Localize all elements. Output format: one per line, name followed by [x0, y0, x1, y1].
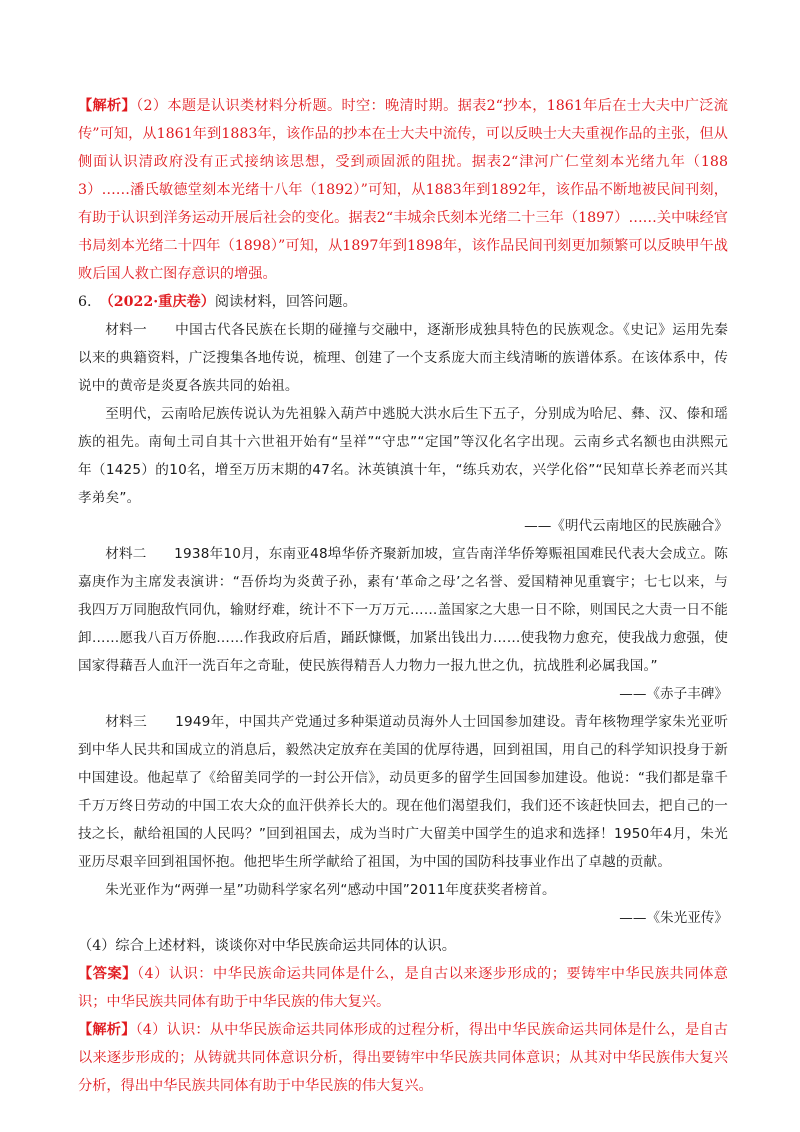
question-header [78, 288, 728, 316]
analysis-text: （4）认识：从中华民族命运共同体形成的过程分析，得出中华民族命运共同体是什么，是自古以来逐步形成的；从铸就共同体意识分析，得出要铸牢中华民族共同体意识；从其对中华民族伟大复兴分析，得出中华民族共同体有助于中华民族的伟大复兴。 [78, 1022, 728, 1094]
question-source: （2022·重庆卷） [99, 294, 215, 310]
material-two-source: ——《赤子丰碑》 [619, 686, 728, 702]
material-one-paragraph-2: 至明代，云南哈尼族传说认为先祖躲入葫芦中逃脱大洪水后生下五子，分别成为哈尼、彝、汉、傣和瑶族的祖先。南甸土司自其十六世祖开始有“呈祥”“守忠”“定国”等汉化名字出现。云南乡式名额也由洪熙元年（1425）的10名，增至万历末期的47名。沐英镇滇十年，“练兵劝农，兴学化俗”“民知草长养老而兴其孝弟矣”。 [78, 406, 728, 506]
answer-tag: 【答案】 [78, 966, 137, 982]
material-three-paragraph-2: 朱光亚作为“两弹一星”功勋科学家名列“感动中国”2011年度获奖者榜首。 [105, 882, 556, 898]
material-two-paragraph-1: 材料二 1938年10月，东南亚48埠华侨齐聚新加坡，宣告南洋华侨筹赈祖国难民代表大会成立。陈嘉庚作为主席发表演讲：“吾侨均为炎黄子孙，素有‘革命之母’之名誉、爱国精神见重寰宇；七七以来，与我四万万同胞敌忾同仇，输财纾难，统计不下一万万元……盖国家之大患一日不除，则国民之大责一日不能卸……愿我八百万侨胞……作我政府后盾，踊跃慷慨，加紧出钱出力……使我物力愈充，使我战力愈强，使国家得藉吾人血汗一洗百年之奇耻，使民族得精吾人力物力一报九世之仇，抗战胜利必属我国。” [78, 546, 728, 674]
material-one-paragraph-1: 材料一 中国古代各民族在长期的碰撞与交融中，逐渐形成独具特色的民族观念。《史记》运用先秦以来的典籍资料，广泛搜集各地传说，梳理、创建了一个支系庞大而主线清晰的族谱体系。在该体系中，传说中的黄帝是炎夏各族共同的始祖。 [78, 322, 728, 394]
question-number: 6. [78, 294, 92, 310]
answer-block [78, 960, 728, 1016]
material-three-paragraph-1: 材料三 1949年，中国共产党通过多种渠道动员海外人士回国参加建设。青年核物理学家朱光亚听到中华人民共和国成立的消息后，毅然决定放弃在美国的优厚待遇，回到祖国，用自己的科学知识投身于新中国建设。他起草了《给留美同学的一封公开信》，动员更多的留学生回国参加建设。他说：“我们都是靠千千万万终日劳动的中国工农大众的血汗供养长大的。现在他们渴望我们，我们还不该赶快回去，把自己的一技之长，献给祖国的人民吗？”回到祖国去，成为当时广大留美中国学生的追求和选择！1950年4月，朱光亚历尽艰辛回到祖国怀抱。他把毕生所学献给了祖国，为中国的国防科技事业作出了卓越的贡献。 [78, 714, 728, 870]
answer-text: （4）认识：中华民族命运共同体是什么，是自古以来逐步形成的；要铸牢中华民族共同体意识；中华民族共同体有助于中华民族的伟大复兴。 [78, 966, 728, 1010]
sub-question: （4）综合上述材料，谈谈你对中华民族命运共同体的认识。 [78, 938, 456, 954]
analysis-prev-text: （2）本题是认识类材料分析题。时空：晚清时期。据表2“抄本，1861年后在士大夫中广泛流传”可知，从1861年到1883年，该作品的抄本在士大夫中流传，可以反映士大夫重视作品的主张，但从侧面认识清政府没有正式接纳该思想，受到顽固派的阻扰。据表2“津河广仁堂刻本光绪九年（1883）……潘氏敏德堂刻本光绪十八年（1892）”可知，从1883年到1892年，该作品不断地被民间刊刻，有助于认识到洋务运动开展后社会的变化。据表2“丰城余氏刻本光绪二十三年（1897）……关中味经官书局刻本光绪二十四年（1898）”可知，从1897年到1898年，该作品民间刊刻更加频繁可以反映甲午战败后国人救亡图存意识的增强。 [78, 98, 728, 282]
analysis-prev-tag: 【解析】 [78, 98, 137, 114]
material-one-source: ——《明代云南地区的民族融合》 [524, 518, 728, 534]
analysis-tag: 【解析】 [78, 1022, 136, 1038]
question-prompt: 阅读材料，回答问题。 [214, 294, 357, 310]
analysis-prev-block [78, 92, 728, 288]
document-page [78, 92, 728, 1100]
material-three-source: ——《朱光亚传》 [619, 910, 728, 926]
analysis-block [78, 1016, 728, 1100]
